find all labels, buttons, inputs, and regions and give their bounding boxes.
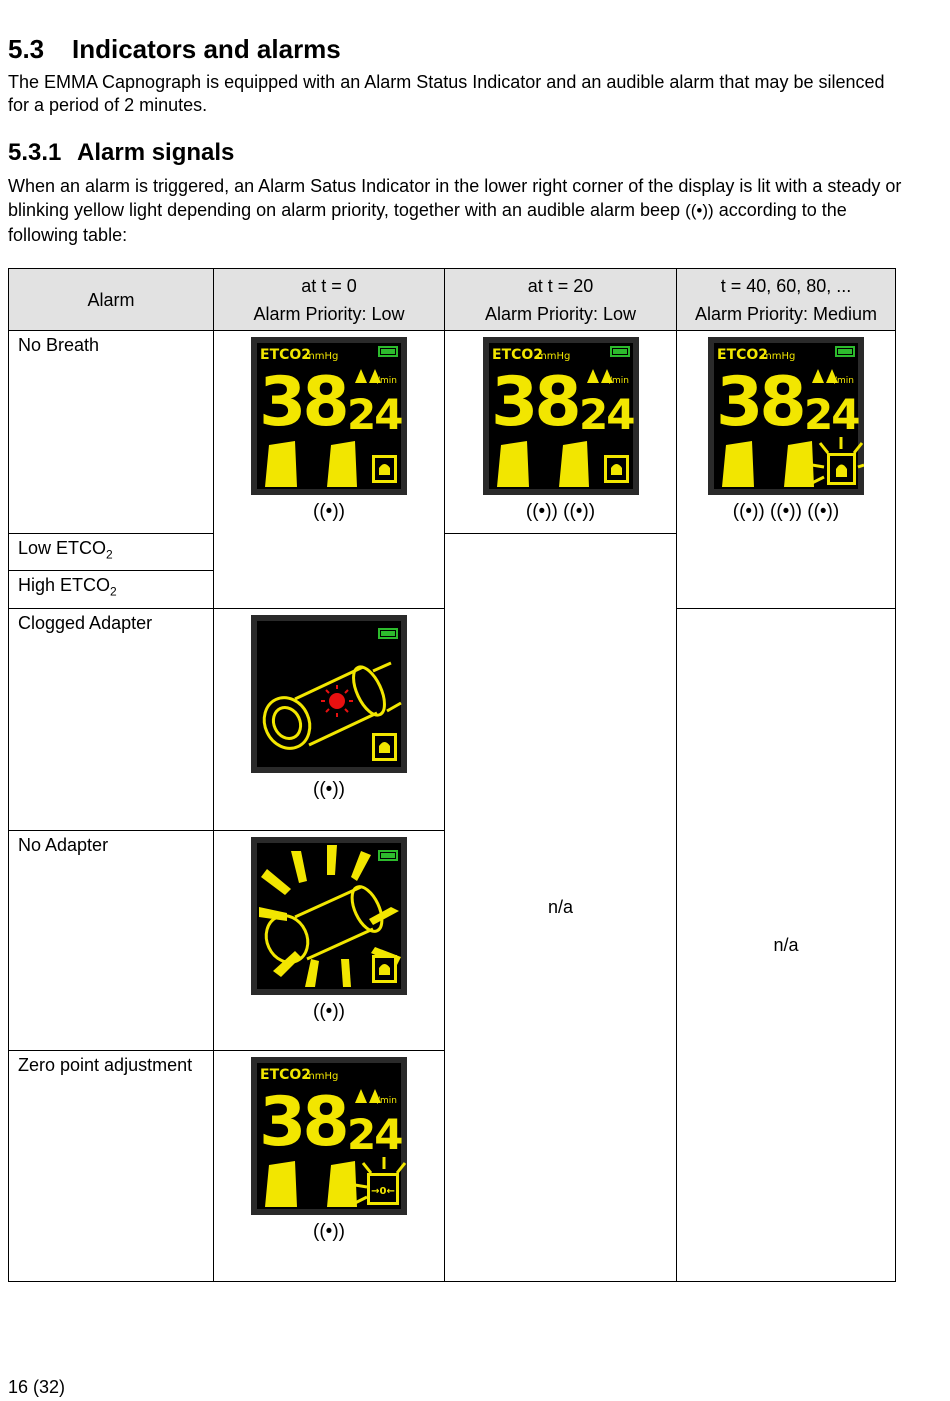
no-adapter-t0-cell (214, 831, 445, 1051)
capnograph-display-icon (251, 1057, 407, 1215)
etco2-value: 38 (259, 1083, 346, 1162)
header-t0-priority: Alarm Priority: Low (253, 303, 405, 324)
beep-pattern-single: ((•)) (313, 1001, 345, 1022)
etco2-value: 38 (490, 363, 578, 442)
header-t20-priority: Alarm Priority: Low (484, 303, 637, 324)
rate-value: 24 (347, 1110, 402, 1159)
page-number: 16 (32) (8, 1377, 66, 1397)
etco2-label: ETCO2 (717, 347, 769, 363)
low-etco2-label: Low ETCO (18, 538, 107, 558)
table-row (9, 331, 896, 534)
description-paragraph (8, 174, 918, 247)
etco2-value: 38 (259, 363, 346, 442)
etco2-label: ETCO2 (260, 347, 312, 363)
no-adapter-display-icon (251, 837, 407, 995)
subsection-title: Alarm signals (77, 139, 235, 166)
etco2-value: 38 (716, 363, 803, 442)
section-title: Indicators and alarms (72, 34, 341, 64)
zero-symbol: →0← (371, 1186, 395, 1197)
alarm-low-etco2 (9, 534, 214, 571)
no-breath-t20-cell (445, 331, 677, 534)
beep-pattern-single: ((•)) (313, 501, 345, 522)
header-t40-priority: Alarm Priority: Medium (694, 303, 878, 324)
rate-unit: /min (834, 376, 855, 386)
na-t40-cell: n/a (677, 609, 896, 1282)
no-breath-t40-cell (677, 331, 896, 609)
subsection-number: 5.3.1 (8, 139, 62, 166)
section-number: 5.3 (8, 34, 45, 64)
header-t0 (214, 269, 445, 331)
etco2-label: ETCO2 (491, 347, 543, 363)
clogged-adapter-display-icon (251, 615, 407, 773)
intro-paragraph: The EMMA Capnograph is equipped with an Alarm Status Indicator and an audible alarm that may be silenced for a period of 2 minutes. (8, 72, 885, 115)
beep-pattern-double: ((•)) ((•)) (525, 501, 596, 522)
alarm-zero-point-adjustment (9, 1051, 214, 1282)
unit-label: mmHg (305, 351, 339, 362)
capnograph-display-icon (483, 337, 639, 495)
zero-point-t0-cell (214, 1051, 445, 1282)
unit-label: mmHg (762, 351, 796, 362)
rate-unit: /min (377, 1096, 398, 1106)
beep-pattern-single: ((•)) (313, 779, 345, 800)
beep-symbol: ((•)) (685, 201, 714, 220)
beep-pattern-triple: ((•)) ((•)) ((•)) (732, 501, 840, 522)
zero-point-label: Zero point adjustment (18, 1055, 193, 1075)
description-text-1: When an alarm is triggered, an Alarm Satus Indicator in the lower right corner of the display is lit with a steady or blinking yellow light depending on alarm priority, together with an audible alarm beep (8, 176, 902, 220)
na-t20-cell: n/a (445, 534, 677, 1282)
header-t0-time: at t = 0 (301, 275, 357, 296)
header-alarm: Alarm (9, 269, 214, 331)
rate-unit: /min (377, 376, 398, 386)
description-text-2: according to the following table: (8, 200, 847, 245)
rate-value: 24 (804, 390, 859, 439)
etco2-label: ETCO2 (260, 1067, 312, 1083)
subscript: 2 (110, 584, 117, 599)
alarm-no-adapter: No Adapter (9, 831, 214, 1051)
header-t40-time: t = 40, 60, 80, ... (720, 275, 852, 296)
beep-pattern-single: ((•)) (313, 1221, 345, 1242)
section-heading (8, 34, 341, 65)
clogged-t0-cell (214, 609, 445, 831)
header-t40 (677, 269, 896, 331)
capnograph-display-icon (251, 337, 407, 495)
unit-label: mmHg (305, 1071, 339, 1082)
rate-value: 24 (347, 390, 402, 439)
alarm-high-etco2 (9, 571, 214, 609)
subsection-heading (8, 139, 234, 167)
header-t20-time: at t = 20 (527, 275, 594, 296)
table-header-row (9, 269, 896, 331)
rate-unit: /min (608, 376, 629, 386)
alarm-clogged-adapter: Clogged Adapter (9, 609, 214, 831)
header-t20 (445, 269, 677, 331)
no-breath-t0-cell (214, 331, 445, 609)
alarm-signals-table (8, 268, 896, 1282)
high-etco2-label: High ETCO (18, 575, 111, 595)
rate-value: 24 (578, 390, 633, 439)
subscript: 2 (106, 547, 113, 562)
unit-label: mmHg (536, 351, 570, 362)
capnograph-display-icon (708, 337, 864, 495)
alarm-no-breath: No Breath (9, 331, 214, 534)
